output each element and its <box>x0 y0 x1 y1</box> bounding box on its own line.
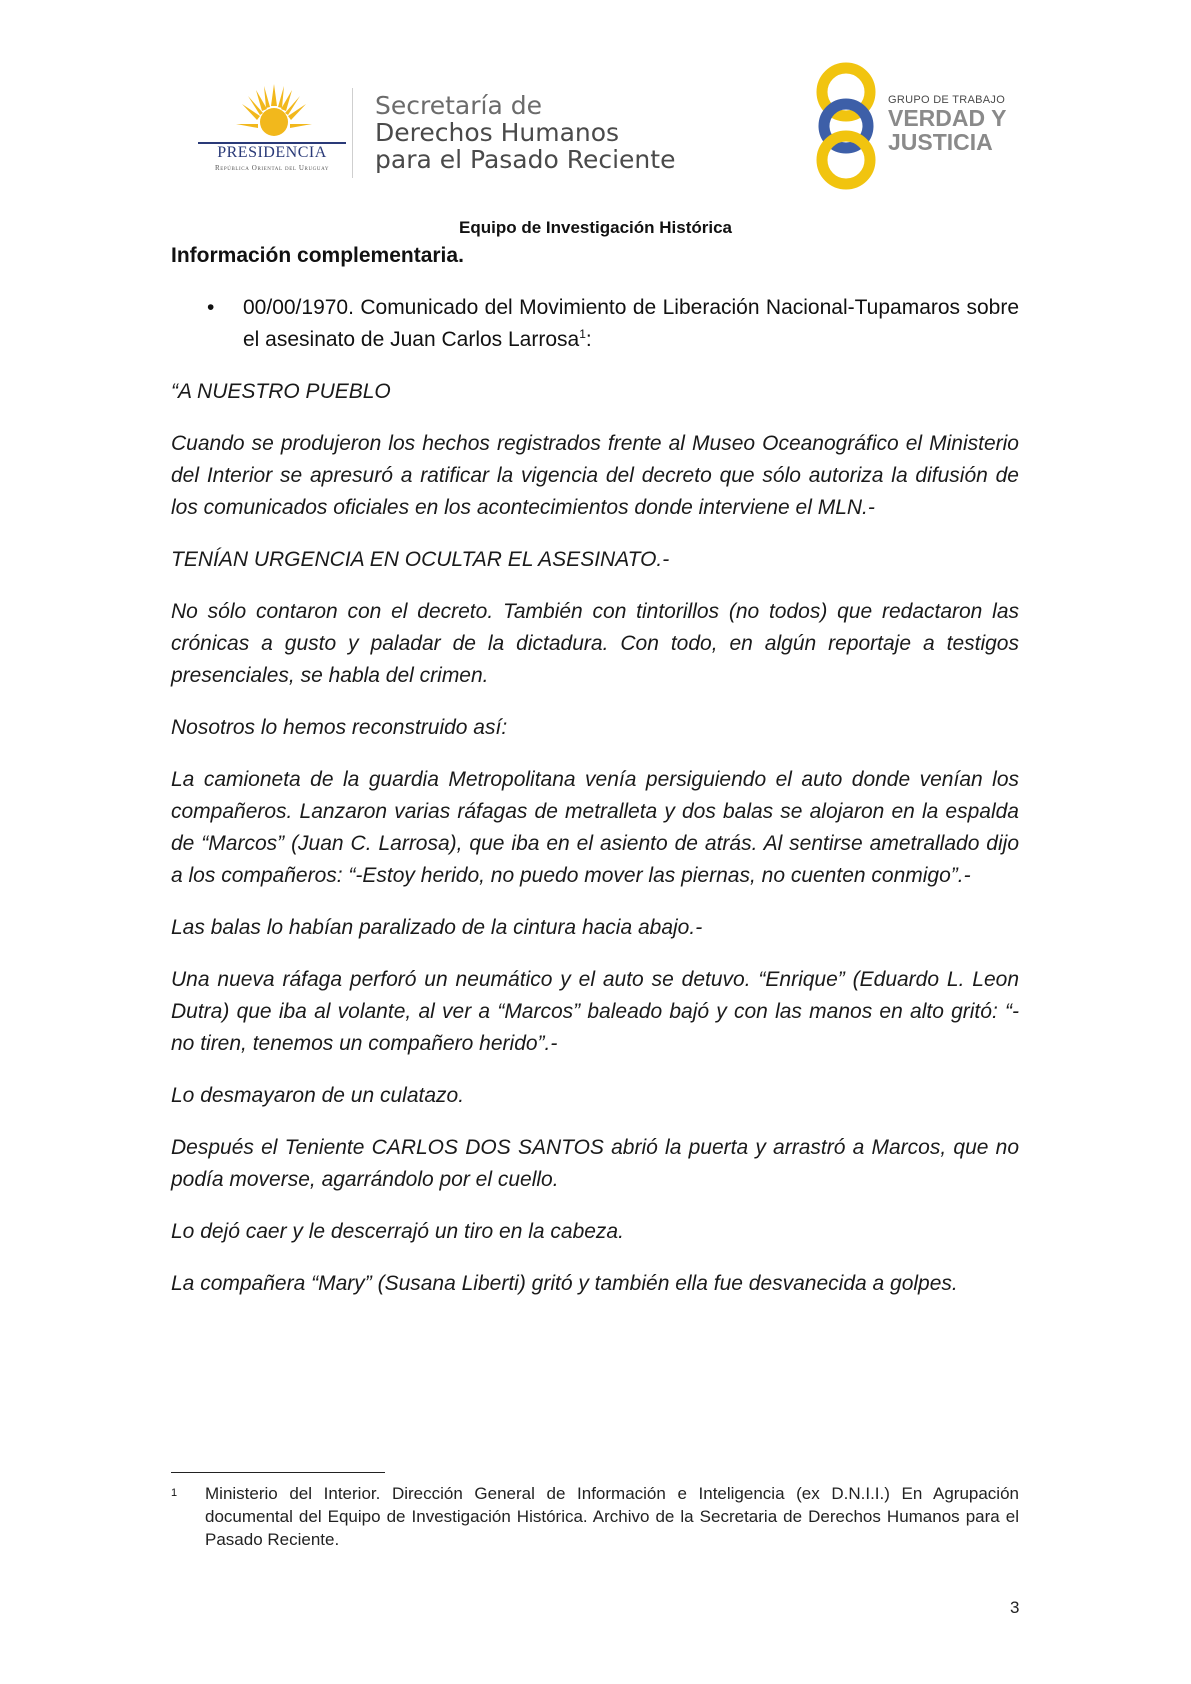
bullet-item <box>171 292 1019 356</box>
paragraph: Cuando se produjeron los hechos registrados frente al Museo Oceanográfico el Ministerio del Interior se apresuró a ratificar la vigencia del decreto que sólo autoriza la difusión de los comunicados oficiales en los acontecimientos donde interviene el MLN.- <box>171 432 1019 519</box>
sun-icon <box>236 82 312 144</box>
paragraph: Una nueva ráfaga perforó un neumático y el auto se detuvo. “Enrique” (Eduardo L. Leon Dutra) que iba al volante, al ver a “Marcos” baleado bajó y con las manos en alto gritó: “- no tiren, tenemos un compañero herido”.- <box>171 968 1019 1055</box>
section-heading: Información complementaria. <box>171 244 464 267</box>
footnote-ref[interactable]: 1 <box>579 327 586 341</box>
page-header <box>0 0 1191 237</box>
footnote <box>171 1482 1019 1551</box>
gtvj-small-label: GRUPO DE TRABAJO <box>888 94 1006 106</box>
footnote-text: Ministerio del Interior. Dirección General de Información e Inteligencia (ex D.N.I.I.) En Agrupación documental del Equipo de Investigación Histórica. Archivo de la Secretaria de Derechos Humanos para el Pasado Reciente. <box>205 1484 1019 1549</box>
verdad-justicia-text <box>888 94 1028 154</box>
footnote-number: 1 <box>171 1487 178 1499</box>
bullet-after: : <box>585 328 592 351</box>
paragraph: Después el Teniente CARLOS DOS SANTOS abrió la puerta y arrastró a Marcos, que no podía moverse, agarrándolo por el cuello. <box>171 1136 1019 1191</box>
gtvj-big-label-2: JUSTICIA <box>888 129 993 155</box>
rings-icon <box>810 62 888 190</box>
equipo-title: Equipo de Investigación Histórica <box>459 218 732 237</box>
paragraph: Nosotros lo hemos reconstruido así: <box>171 716 508 739</box>
paragraph: Las balas lo habían paralizado de la cintura hacia abajo.- <box>171 916 703 939</box>
paragraph: “A NUESTRO PUEBLO <box>171 380 391 403</box>
gtvj-big-label-1: VERDAD Y <box>888 105 1007 131</box>
paragraph: TENÍAN URGENCIA EN OCULTAR EL ASESINATO.- <box>171 548 670 571</box>
page-number: 3 <box>1010 1598 1020 1617</box>
secretaria-line-2: Derechos Humanos <box>375 118 620 147</box>
paragraph: La compañera “Mary” (Susana Liberti) gritó y también ella fue desvanecida a golpes. <box>171 1272 958 1295</box>
secretaria-line-1: Secretaría de <box>375 91 542 120</box>
bullet-text: 00/00/1970. Comunicado del Movimiento de Liberación Nacional-Tupamaros sobre el asesinato de Juan Carlos Larrosa <box>243 296 1019 351</box>
logo-divider <box>352 88 353 178</box>
bullet-dot: • <box>207 296 215 319</box>
secretaria-line-3: para el Pasado Reciente <box>375 145 676 174</box>
verdad-justicia-logo <box>810 62 1020 190</box>
paragraph: La camioneta de la guardia Metropolitana venía persiguiendo el auto donde venían los compañeros. Lanzaron varias ráfagas de metralleta y dos balas se alojaron en la espalda de “Marcos” (Juan C. Larrosa), que iba en el asiento de atrás. Al sentirse ametrallado dijo a los compañeros: “-Estoy herido, no puedo mover las piernas, no cuenten conmigo”.- <box>171 768 1019 887</box>
footnote-rule <box>171 1472 385 1473</box>
paragraph: Lo desmayaron de un culatazo. <box>171 1084 465 1107</box>
paragraph: No sólo contaron con el decreto. También con tintorillos (no todos) que redactaron las crónicas a gusto y paladar de la dictadura. Con todo, en algún reportaje a testigos presenciales, se habla del crimen. <box>171 600 1019 687</box>
secretaria-logo-text <box>375 92 715 173</box>
presidencia-title: PRESIDENCIA <box>217 144 327 161</box>
presidencia-logo <box>196 82 348 182</box>
paragraph: Lo dejó caer y le descerrajó un tiro en la cabeza. <box>171 1220 624 1243</box>
document-body <box>171 242 1019 1300</box>
presidencia-subtitle: República Oriental del Uruguay <box>214 164 330 172</box>
